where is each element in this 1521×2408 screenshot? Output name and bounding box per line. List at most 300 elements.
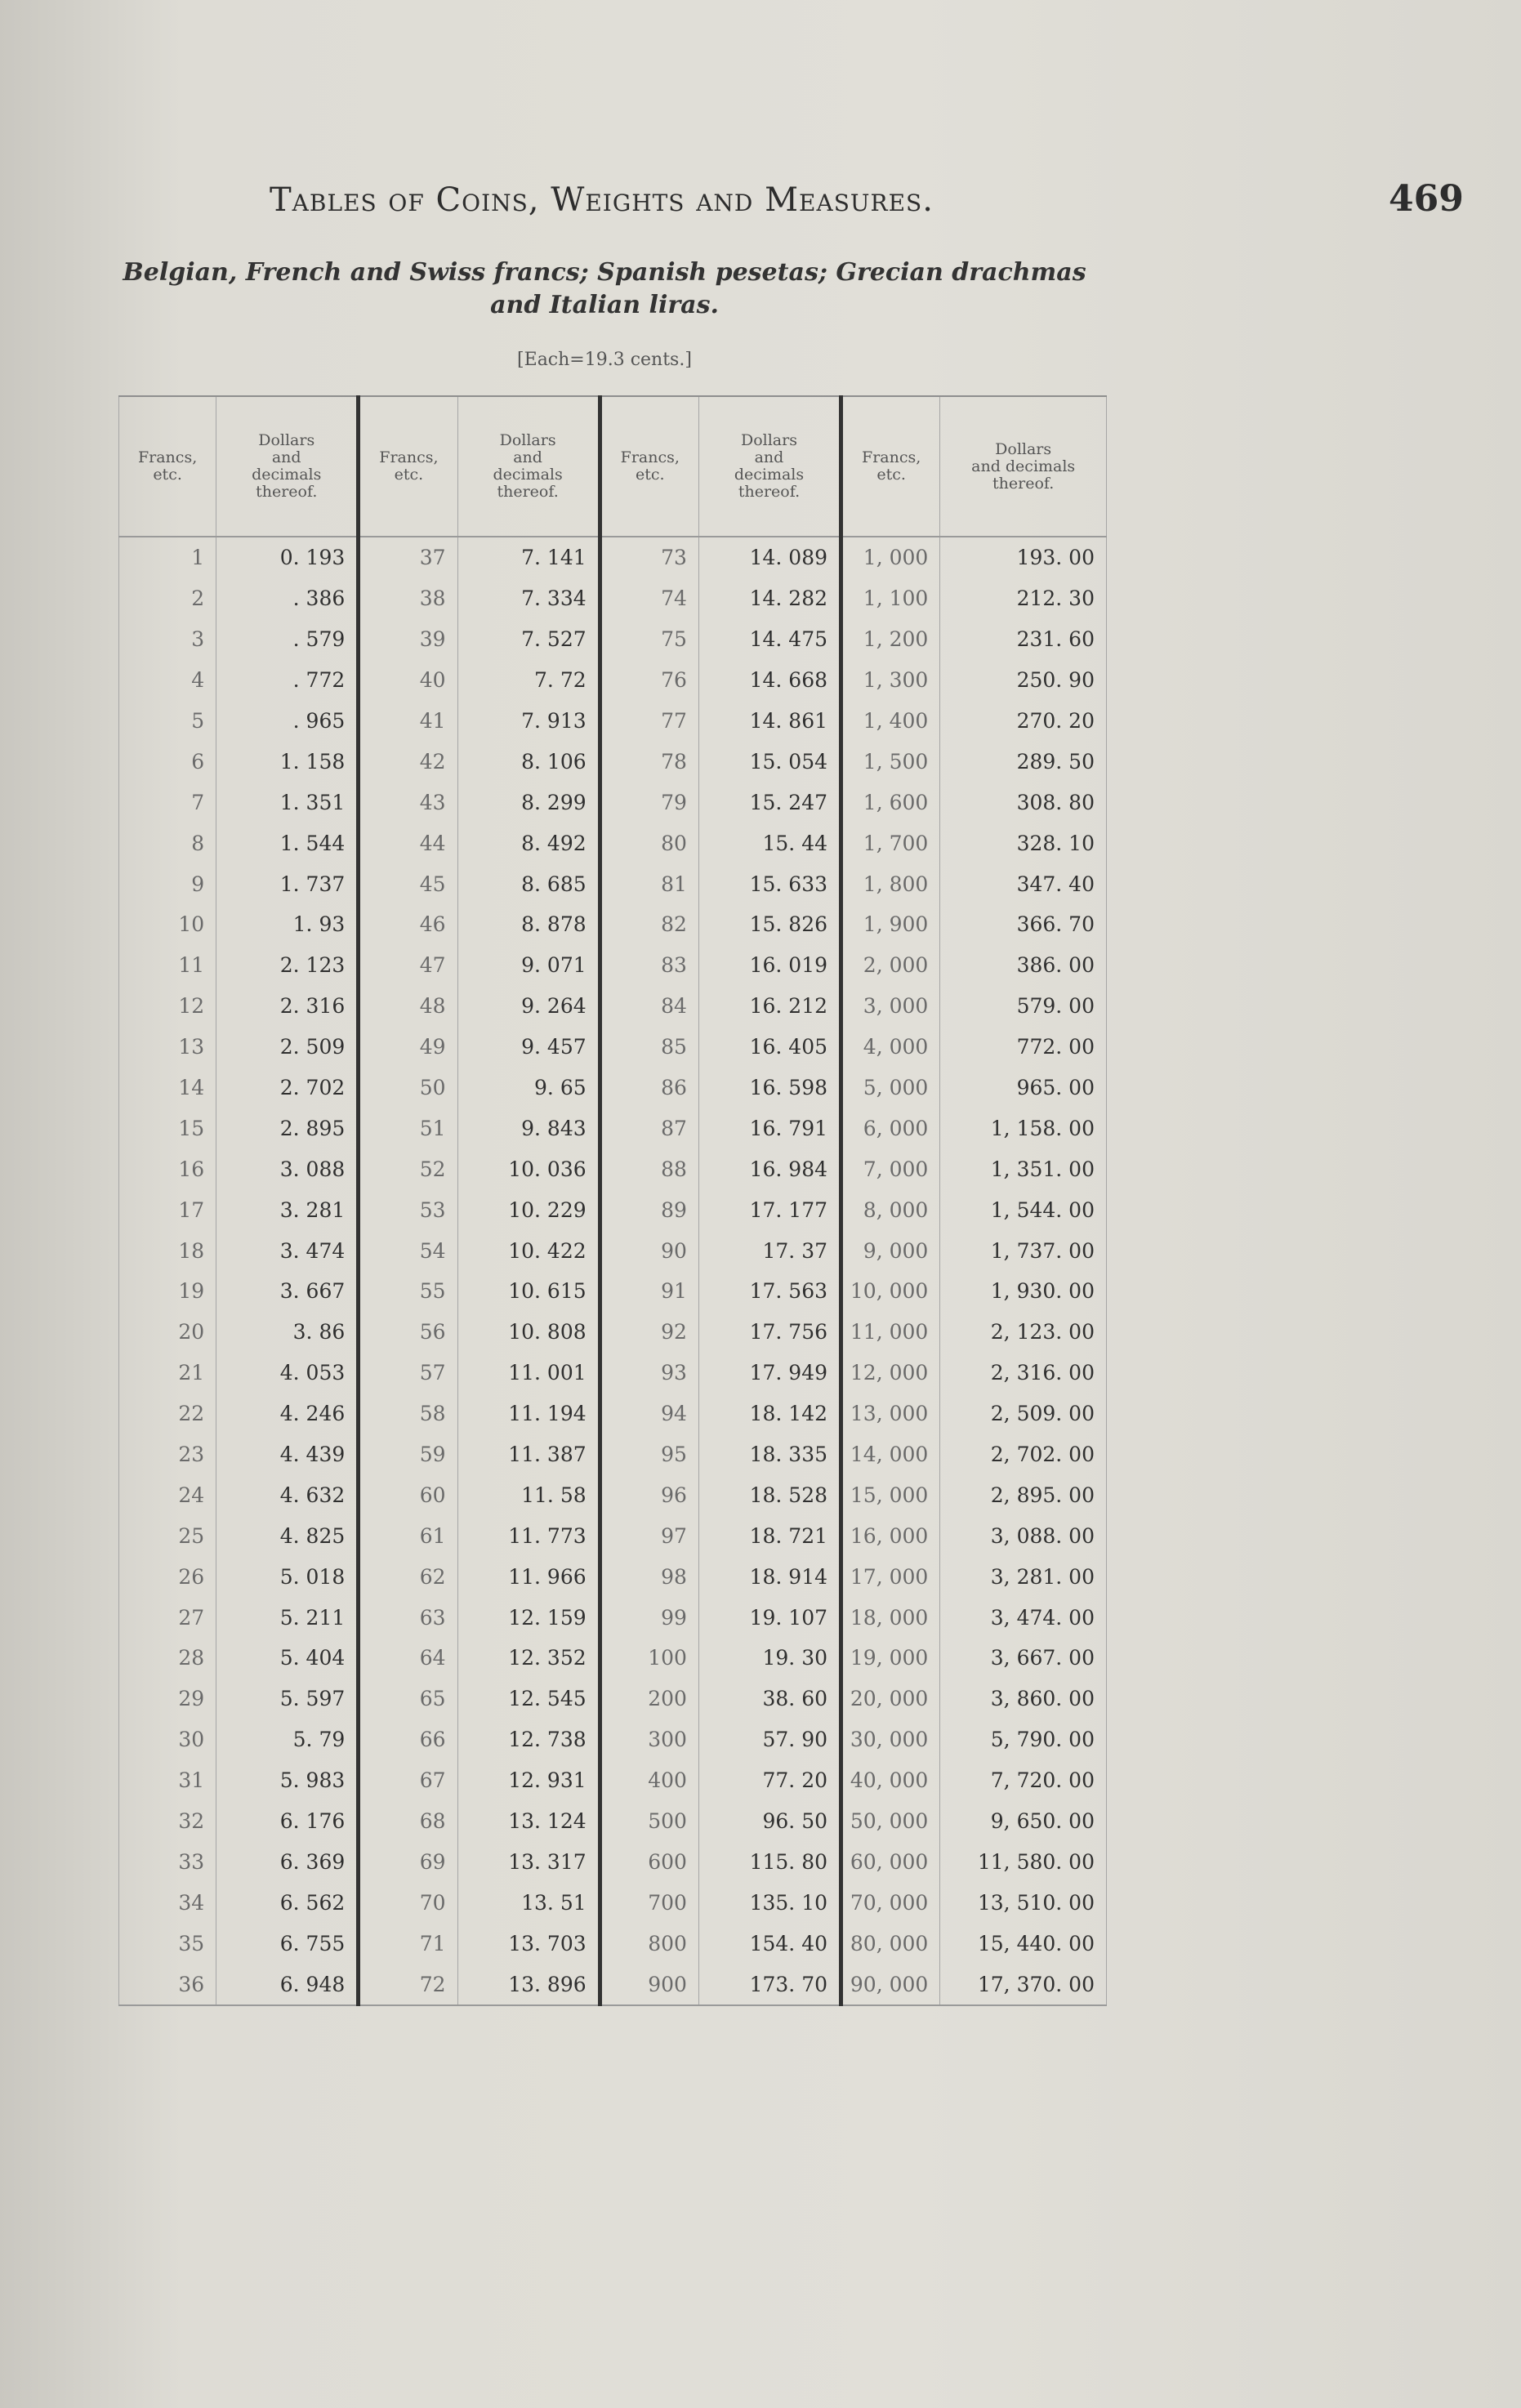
table-row	[119, 1108, 1107, 1148]
table-row	[119, 1027, 1107, 1068]
dollars-cell: 10. 615	[457, 1271, 600, 1312]
dollars-cell: 8. 878	[457, 904, 600, 945]
dollars-cell: 17. 37	[698, 1230, 841, 1271]
dollars-cell: 38. 60	[698, 1679, 841, 1719]
dollars-cell: 13. 896	[457, 1964, 600, 2005]
dollars-cell: 3, 281. 00	[940, 1556, 1107, 1597]
francs-cell: 72	[359, 1964, 457, 2005]
francs-cell: 45	[359, 863, 457, 904]
table-body	[119, 537, 1107, 2005]
dollars-cell: 5. 79	[216, 1719, 359, 1760]
dollars-cell: 1. 93	[216, 904, 359, 945]
francs-cell: 40	[359, 660, 457, 701]
francs-cell: 53	[359, 1189, 457, 1230]
dollars-cell: 115. 80	[698, 1842, 841, 1883]
dollars-cell: 1, 544. 00	[940, 1189, 1107, 1230]
francs-cell: 1	[119, 537, 216, 578]
dollars-cell: 17. 563	[698, 1271, 841, 1312]
francs-cell: 74	[600, 578, 698, 619]
francs-cell: 20	[119, 1312, 216, 1353]
dollars-cell: 0. 193	[216, 537, 359, 578]
dollars-cell: 12. 738	[457, 1719, 600, 1760]
dollars-cell: 15. 054	[698, 741, 841, 782]
dollars-cell: 18. 914	[698, 1556, 841, 1597]
dollars-cell: 5. 211	[216, 1597, 359, 1638]
francs-cell: 71	[359, 1923, 457, 1964]
francs-cell: 84	[600, 986, 698, 1027]
francs-cell: 67	[359, 1760, 457, 1801]
dollars-cell: 2, 895. 00	[940, 1474, 1107, 1515]
dollars-cell: 18. 142	[698, 1394, 841, 1434]
dollars-cell: 16. 405	[698, 1027, 841, 1068]
dollars-cell: 366. 70	[940, 904, 1107, 945]
francs-cell: 6	[119, 741, 216, 782]
dollars-cell: 173. 70	[698, 1964, 841, 2005]
dollars-cell: 12. 931	[457, 1760, 600, 1801]
francs-cell: 82	[600, 904, 698, 945]
francs-cell: 68	[359, 1801, 457, 1842]
dollars-cell: 16. 791	[698, 1108, 841, 1148]
dollars-cell: 5. 983	[216, 1760, 359, 1801]
dollars-cell: 135. 10	[698, 1882, 841, 1923]
francs-cell: 30, 000	[841, 1719, 940, 1760]
francs-cell: 73	[600, 537, 698, 578]
francs-cell: 90	[600, 1230, 698, 1271]
francs-cell: 7, 000	[841, 1148, 940, 1189]
dollars-cell: 3, 088. 00	[940, 1515, 1107, 1556]
francs-cell: 19, 000	[841, 1638, 940, 1679]
table-row	[119, 537, 1107, 578]
table-row	[119, 578, 1107, 619]
table-row	[119, 1394, 1107, 1434]
francs-cell: 38	[359, 578, 457, 619]
dollars-cell: 270. 20	[940, 701, 1107, 742]
dollars-cell: 17, 370. 00	[940, 1964, 1107, 2005]
table-row	[119, 782, 1107, 823]
table-row	[119, 1515, 1107, 1556]
dollars-cell: 1, 930. 00	[940, 1271, 1107, 1312]
francs-cell: 9	[119, 863, 216, 904]
francs-cell: 80	[600, 823, 698, 863]
dollars-cell: 15. 247	[698, 782, 841, 823]
header-francs-2: Francs, etc.	[359, 396, 457, 537]
francs-cell: 16	[119, 1148, 216, 1189]
conversion-table	[118, 395, 1107, 2006]
dollars-cell: 231. 60	[940, 619, 1107, 660]
table-row	[119, 619, 1107, 660]
dollars-cell: 8. 299	[457, 782, 600, 823]
francs-cell: 20, 000	[841, 1679, 940, 1719]
dollars-cell: . 772	[216, 660, 359, 701]
francs-cell: 50	[359, 1068, 457, 1108]
dollars-cell: 14. 668	[698, 660, 841, 701]
dollars-cell: 7. 72	[457, 660, 600, 701]
francs-cell: 1, 700	[841, 823, 940, 863]
francs-cell: 4, 000	[841, 1027, 940, 1068]
francs-cell: 40, 000	[841, 1760, 940, 1801]
francs-cell: 1, 600	[841, 782, 940, 823]
dollars-cell: 2, 702. 00	[940, 1434, 1107, 1475]
table-row	[119, 904, 1107, 945]
dollars-cell: 3, 474. 00	[940, 1597, 1107, 1638]
francs-cell: 28	[119, 1638, 216, 1679]
header-dollars-3: Dollars and decimals thereof.	[698, 396, 841, 537]
francs-cell: 21	[119, 1353, 216, 1394]
francs-cell: 87	[600, 1108, 698, 1148]
dollars-cell: 328. 10	[940, 823, 1107, 863]
table-row	[119, 1842, 1107, 1883]
francs-cell: 66	[359, 1719, 457, 1760]
francs-cell: 96	[600, 1474, 698, 1515]
francs-cell: 800	[600, 1923, 698, 1964]
dollars-cell: 154. 40	[698, 1923, 841, 1964]
dollars-cell: 3, 667. 00	[940, 1638, 1107, 1679]
francs-cell: 65	[359, 1679, 457, 1719]
table-header-row	[119, 396, 1107, 537]
dollars-cell: 9. 843	[457, 1108, 600, 1148]
francs-cell: 80, 000	[841, 1923, 940, 1964]
francs-cell: 12	[119, 986, 216, 1027]
dollars-cell: 12. 352	[457, 1638, 600, 1679]
francs-cell: 60, 000	[841, 1842, 940, 1883]
dollars-cell: 1. 544	[216, 823, 359, 863]
francs-cell: 18, 000	[841, 1597, 940, 1638]
dollars-cell: 13. 703	[457, 1923, 600, 1964]
francs-cell: 6, 000	[841, 1108, 940, 1148]
dollars-cell: 212. 30	[940, 578, 1107, 619]
dollars-cell: 16. 984	[698, 1148, 841, 1189]
francs-cell: 31	[119, 1760, 216, 1801]
francs-cell: 48	[359, 986, 457, 1027]
francs-cell: 100	[600, 1638, 698, 1679]
francs-cell: 37	[359, 537, 457, 578]
francs-cell: 19	[119, 1271, 216, 1312]
francs-cell: 89	[600, 1189, 698, 1230]
francs-cell: 8, 000	[841, 1189, 940, 1230]
dollars-cell: 17. 177	[698, 1189, 841, 1230]
dollars-cell: 6. 948	[216, 1964, 359, 2005]
dollars-cell: 17. 949	[698, 1353, 841, 1394]
francs-cell: 300	[600, 1719, 698, 1760]
francs-cell: 52	[359, 1148, 457, 1189]
francs-cell: 54	[359, 1230, 457, 1271]
francs-cell: 46	[359, 904, 457, 945]
dollars-cell: 5. 018	[216, 1556, 359, 1597]
francs-cell: 43	[359, 782, 457, 823]
dollars-cell: 3. 281	[216, 1189, 359, 1230]
dollars-cell: 772. 00	[940, 1027, 1107, 1068]
francs-cell: 900	[600, 1964, 698, 2005]
dollars-cell: 11. 387	[457, 1434, 600, 1475]
dollars-cell: 9, 650. 00	[940, 1801, 1107, 1842]
dollars-cell: 3. 86	[216, 1312, 359, 1353]
dollars-cell: 10. 422	[457, 1230, 600, 1271]
dollars-cell: 17. 756	[698, 1312, 841, 1353]
francs-cell: 700	[600, 1882, 698, 1923]
francs-cell: 32	[119, 1801, 216, 1842]
dollars-cell: 965. 00	[940, 1068, 1107, 1108]
francs-cell: 42	[359, 741, 457, 782]
francs-cell: 93	[600, 1353, 698, 1394]
table-row	[119, 1638, 1107, 1679]
francs-cell: 14	[119, 1068, 216, 1108]
table-row	[119, 1230, 1107, 1271]
francs-cell: 92	[600, 1312, 698, 1353]
dollars-cell: 3. 667	[216, 1271, 359, 1312]
francs-cell: 58	[359, 1394, 457, 1434]
dollars-cell: 5, 790. 00	[940, 1719, 1107, 1760]
table-row	[119, 1679, 1107, 1719]
francs-cell: 60	[359, 1474, 457, 1515]
dollars-cell: 1, 158. 00	[940, 1108, 1107, 1148]
francs-cell: 1, 900	[841, 904, 940, 945]
table-row	[119, 741, 1107, 782]
francs-cell: 86	[600, 1068, 698, 1108]
francs-cell: 500	[600, 1801, 698, 1842]
francs-cell: 17	[119, 1189, 216, 1230]
dollars-cell: 2, 123. 00	[940, 1312, 1107, 1353]
dollars-cell: 14. 089	[698, 537, 841, 578]
dollars-cell: 11. 194	[457, 1394, 600, 1434]
francs-cell: 24	[119, 1474, 216, 1515]
dollars-cell: . 965	[216, 701, 359, 742]
francs-cell: 3	[119, 619, 216, 660]
dollars-cell: 6. 369	[216, 1842, 359, 1883]
dollars-cell: 15. 44	[698, 823, 841, 863]
dollars-cell: 11. 966	[457, 1556, 600, 1597]
dollars-cell: 12. 545	[457, 1679, 600, 1719]
table-row	[119, 1597, 1107, 1638]
dollars-cell: 18. 721	[698, 1515, 841, 1556]
page-number: 469	[1389, 178, 1464, 220]
francs-cell: 34	[119, 1882, 216, 1923]
francs-cell: 1, 000	[841, 537, 940, 578]
francs-cell: 94	[600, 1394, 698, 1434]
francs-cell: 59	[359, 1434, 457, 1475]
francs-cell: 77	[600, 701, 698, 742]
dollars-cell: 8. 106	[457, 741, 600, 782]
dollars-cell: 2. 316	[216, 986, 359, 1027]
francs-cell: 95	[600, 1434, 698, 1475]
francs-cell: 50, 000	[841, 1801, 940, 1842]
table-row	[119, 1271, 1107, 1312]
francs-cell: 17, 000	[841, 1556, 940, 1597]
francs-cell: 400	[600, 1760, 698, 1801]
francs-cell: 25	[119, 1515, 216, 1556]
francs-cell: 55	[359, 1271, 457, 1312]
dollars-cell: 3. 474	[216, 1230, 359, 1271]
dollars-cell: 6. 562	[216, 1882, 359, 1923]
francs-cell: 56	[359, 1312, 457, 1353]
dollars-cell: 9. 264	[457, 986, 600, 1027]
dollars-cell: 57. 90	[698, 1719, 841, 1760]
table-row	[119, 1474, 1107, 1515]
dollars-cell: 8. 685	[457, 863, 600, 904]
dollars-cell: 11. 773	[457, 1515, 600, 1556]
francs-cell: 44	[359, 823, 457, 863]
dollars-cell: 2. 895	[216, 1108, 359, 1148]
francs-cell: 29	[119, 1679, 216, 1719]
dollars-cell: 9. 457	[457, 1027, 600, 1068]
francs-cell: 98	[600, 1556, 698, 1597]
table-row	[119, 660, 1107, 701]
dollars-cell: 13. 317	[457, 1842, 600, 1883]
francs-cell: 11	[119, 945, 216, 986]
table-row	[119, 1148, 1107, 1189]
dollars-cell: 7. 527	[457, 619, 600, 660]
francs-cell: 9, 000	[841, 1230, 940, 1271]
dollars-cell: 7. 334	[457, 578, 600, 619]
francs-cell: 49	[359, 1027, 457, 1068]
dollars-cell: 2. 509	[216, 1027, 359, 1068]
dollars-cell: 16. 019	[698, 945, 841, 986]
table-row	[119, 1923, 1107, 1964]
dollars-cell: 11. 58	[457, 1474, 600, 1515]
francs-cell: 14, 000	[841, 1434, 940, 1475]
francs-cell: 62	[359, 1556, 457, 1597]
dollars-cell: 19. 107	[698, 1597, 841, 1638]
francs-cell: 61	[359, 1515, 457, 1556]
dollars-cell: 7. 913	[457, 701, 600, 742]
francs-cell: 1, 800	[841, 863, 940, 904]
francs-cell: 4	[119, 660, 216, 701]
table-row	[119, 701, 1107, 742]
francs-cell: 15, 000	[841, 1474, 940, 1515]
dollars-cell: 1. 351	[216, 782, 359, 823]
dollars-cell: 11, 580. 00	[940, 1842, 1107, 1883]
francs-cell: 10	[119, 904, 216, 945]
table-row	[119, 823, 1107, 863]
francs-cell: 64	[359, 1638, 457, 1679]
dollars-cell: 347. 40	[940, 863, 1107, 904]
francs-cell: 35	[119, 1923, 216, 1964]
dollars-cell: 7, 720. 00	[940, 1760, 1107, 1801]
dollars-cell: 3, 860. 00	[940, 1679, 1107, 1719]
header-francs-3: Francs, etc.	[600, 396, 698, 537]
dollars-cell: 10. 036	[457, 1148, 600, 1189]
francs-cell: 85	[600, 1027, 698, 1068]
dollars-cell: 16. 212	[698, 986, 841, 1027]
table-row	[119, 1434, 1107, 1475]
dollars-cell: 579. 00	[940, 986, 1107, 1027]
francs-cell: 83	[600, 945, 698, 986]
francs-cell: 13, 000	[841, 1394, 940, 1434]
francs-cell: 3, 000	[841, 986, 940, 1027]
francs-cell: 70	[359, 1882, 457, 1923]
francs-cell: 88	[600, 1148, 698, 1189]
dollars-cell: 14. 475	[698, 619, 841, 660]
dollars-cell: 8. 492	[457, 823, 600, 863]
francs-cell: 78	[600, 741, 698, 782]
francs-cell: 91	[600, 1271, 698, 1312]
francs-cell: 22	[119, 1394, 216, 1434]
francs-cell: 5	[119, 701, 216, 742]
francs-cell: 15	[119, 1108, 216, 1148]
dollars-cell: 14. 861	[698, 701, 841, 742]
francs-cell: 1, 200	[841, 619, 940, 660]
dollars-cell: 4. 632	[216, 1474, 359, 1515]
dollars-cell: 9. 071	[457, 945, 600, 986]
dollars-cell: 4. 246	[216, 1394, 359, 1434]
header-dollars-4: Dollars and decimals thereof.	[940, 396, 1107, 537]
francs-cell: 10, 000	[841, 1271, 940, 1312]
francs-cell: 63	[359, 1597, 457, 1638]
francs-cell: 12, 000	[841, 1353, 940, 1394]
francs-cell: 1, 300	[841, 660, 940, 701]
dollars-cell: 16. 598	[698, 1068, 841, 1108]
francs-cell: 26	[119, 1556, 216, 1597]
francs-cell: 1, 400	[841, 701, 940, 742]
francs-cell: 7	[119, 782, 216, 823]
dollars-cell: 1. 158	[216, 741, 359, 782]
table-row	[119, 1719, 1107, 1760]
francs-cell: 70, 000	[841, 1882, 940, 1923]
dollars-cell: 13. 124	[457, 1801, 600, 1842]
table-row	[119, 1068, 1107, 1108]
francs-cell: 27	[119, 1597, 216, 1638]
conversion-table-container	[118, 395, 1107, 2022]
table-row	[119, 1556, 1107, 1597]
francs-cell: 23	[119, 1434, 216, 1475]
dollars-cell: 18. 335	[698, 1434, 841, 1475]
table-row	[119, 945, 1107, 986]
francs-cell: 36	[119, 1964, 216, 2005]
dollars-cell: 1. 737	[216, 863, 359, 904]
page-header	[0, 178, 1521, 230]
dollars-cell: 1, 351. 00	[940, 1148, 1107, 1189]
dollars-cell: 308. 80	[940, 782, 1107, 823]
dollars-cell: 4. 053	[216, 1353, 359, 1394]
francs-cell: 30	[119, 1719, 216, 1760]
francs-cell: 79	[600, 782, 698, 823]
francs-cell: 13	[119, 1027, 216, 1068]
rate-note: [Each=19.3 cents.]	[517, 350, 692, 370]
table-row	[119, 1964, 1107, 2005]
header-francs-1: Francs, etc.	[119, 396, 216, 537]
dollars-cell: 77. 20	[698, 1760, 841, 1801]
dollars-cell: 7. 141	[457, 537, 600, 578]
table-row	[119, 1801, 1107, 1842]
francs-cell: 1, 500	[841, 741, 940, 782]
francs-cell: 76	[600, 660, 698, 701]
dollars-cell: 2. 702	[216, 1068, 359, 1108]
dollars-cell: 250. 90	[940, 660, 1107, 701]
table-row	[119, 1882, 1107, 1923]
dollars-cell: 2, 316. 00	[940, 1353, 1107, 1394]
table-row	[119, 1353, 1107, 1394]
dollars-cell: 193. 00	[940, 537, 1107, 578]
dollars-cell: 11. 001	[457, 1353, 600, 1394]
francs-cell: 2	[119, 578, 216, 619]
francs-cell: 90, 000	[841, 1964, 940, 2005]
francs-cell: 18	[119, 1230, 216, 1271]
dollars-cell: 2, 509. 00	[940, 1394, 1107, 1434]
table-row	[119, 1312, 1107, 1353]
dollars-cell: 1, 737. 00	[940, 1230, 1107, 1271]
dollars-cell: 13. 51	[457, 1882, 600, 1923]
francs-cell: 75	[600, 619, 698, 660]
table-caption: Belgian, French and Swiss francs; Spanish pesetas; Grecian drachmas and Italian liras.	[123, 258, 1086, 319]
dollars-cell: 6. 755	[216, 1923, 359, 1964]
francs-cell: 99	[600, 1597, 698, 1638]
francs-cell: 57	[359, 1353, 457, 1394]
dollars-cell: 18. 528	[698, 1474, 841, 1515]
dollars-cell: 5. 597	[216, 1679, 359, 1719]
dollars-cell: 19. 30	[698, 1638, 841, 1679]
dollars-cell: . 386	[216, 578, 359, 619]
francs-cell: 51	[359, 1108, 457, 1148]
dollars-cell: 15, 440. 00	[940, 1923, 1107, 1964]
